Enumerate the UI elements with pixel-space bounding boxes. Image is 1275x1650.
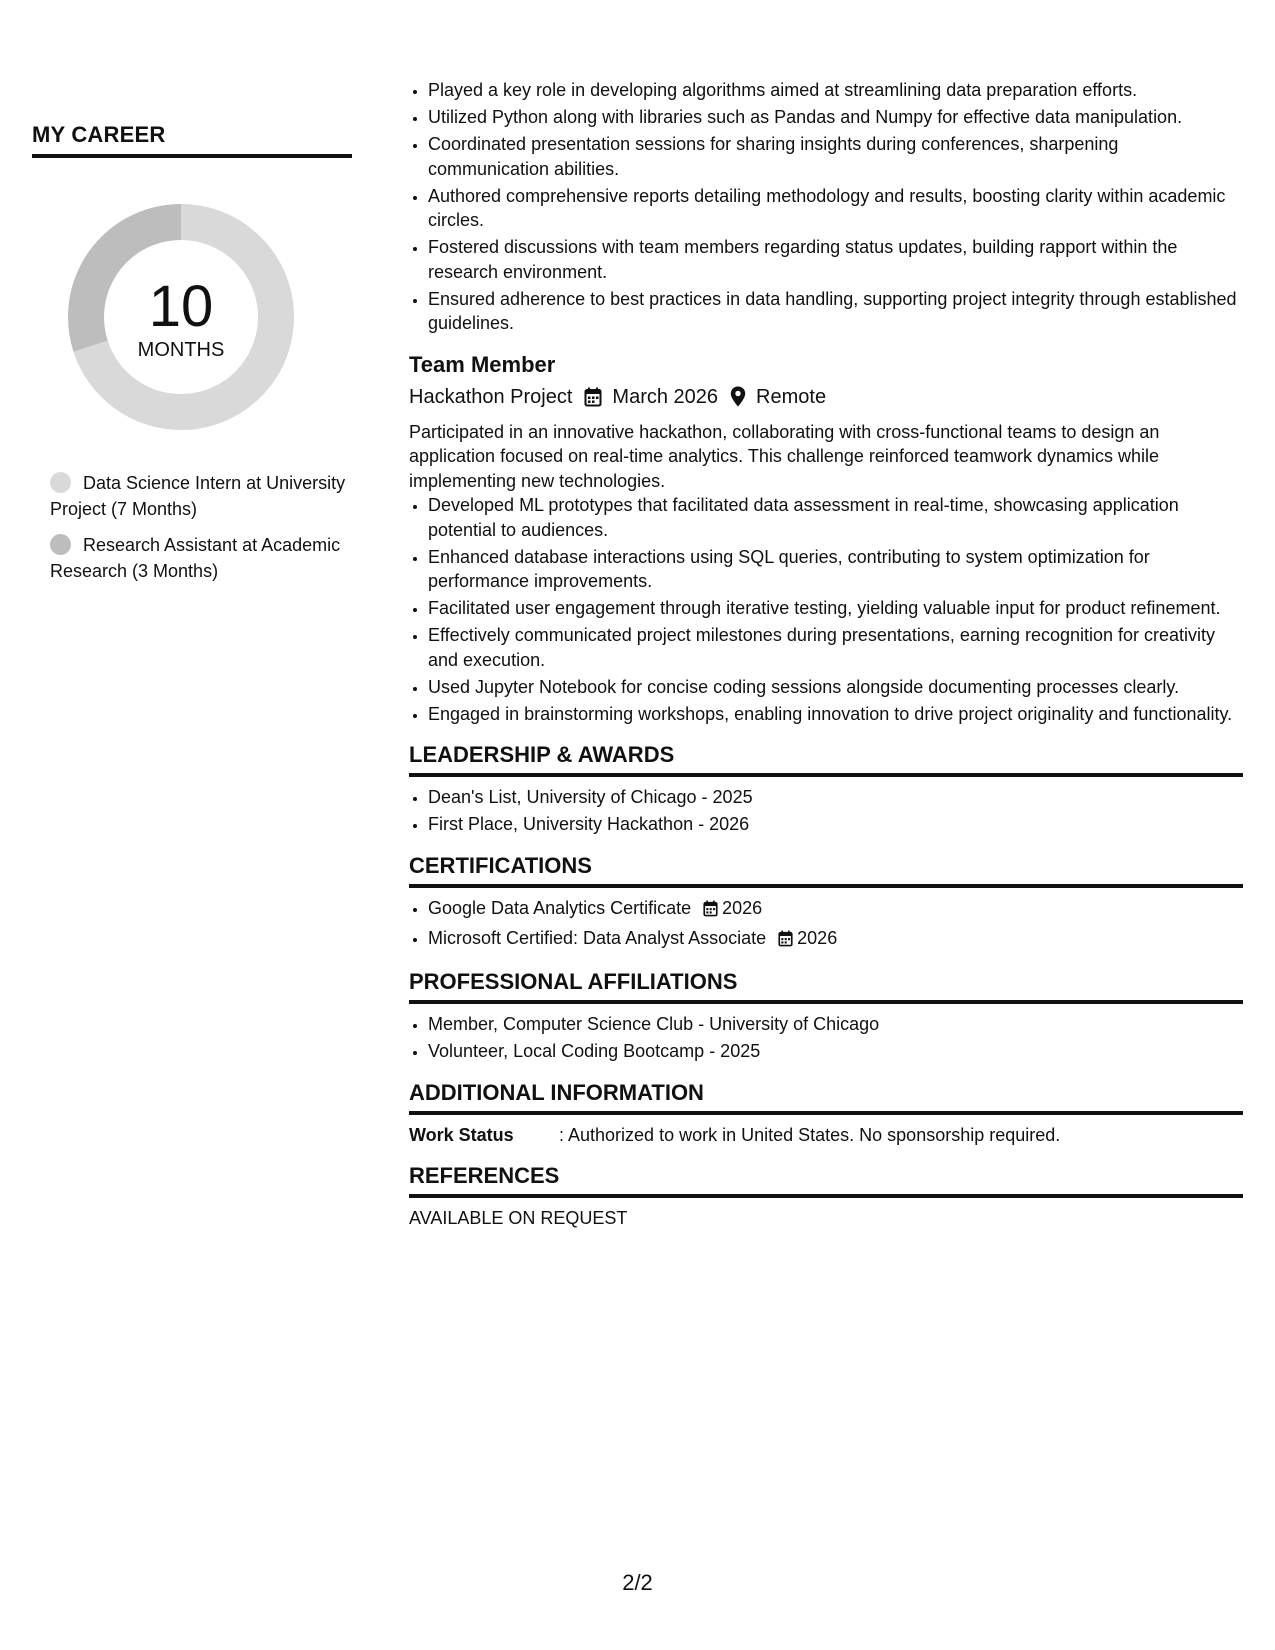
list-item: • Volunteer, Local Coding Bootcamp - 2025 — [428, 1039, 1243, 1064]
career-legend-label: Data Science Intern at University Project (7 Months) — [50, 473, 346, 519]
list-item: • Facilitated user engagement through iterative testing, yielding valuable input for product refinement. — [428, 596, 1243, 621]
affiliations-list — [409, 1012, 1243, 1064]
work-status-row — [409, 1123, 1243, 1148]
list-item: • Coordinated presentation sessions for sharing insights during conferences, sharpening communication abilities. — [428, 132, 1243, 181]
career-total-unit: MONTHS — [137, 338, 225, 361]
list-item: • Played a key role in developing algorithms aimed at streamlining data preparation efforts. — [428, 78, 1243, 103]
leadership-list — [409, 785, 1243, 837]
calendar-icon — [584, 387, 602, 407]
list-item: • Effectively communicated project milestones during presentations, earning recognition for creativity and execution. — [428, 623, 1243, 672]
career-legend-item — [50, 532, 352, 584]
career-title: MY CAREER — [32, 122, 352, 158]
calendar-icon — [778, 929, 793, 954]
job-bullets — [409, 493, 1243, 726]
list-item: • Dean's List, University of Chicago - 2025 — [428, 785, 1243, 810]
list-item: • First Place, University Hackathon - 2026 — [428, 812, 1243, 837]
certification-year: 2026 — [797, 927, 838, 948]
job-location: Remote — [756, 385, 827, 408]
career-total-number: 10 — [148, 273, 214, 339]
certification-name: Microsoft Certified: Data Analyst Associate — [428, 927, 767, 948]
previous-job-bullets — [409, 78, 1243, 336]
affiliations-title: PROFESSIONAL AFFILIATIONS — [409, 967, 1243, 1004]
list-item: • Developed ML prototypes that facilitated data assessment in real-time, showcasing application potential to audiences. — [428, 493, 1243, 542]
certification-year: 2026 — [722, 897, 763, 918]
certifications-list — [409, 896, 1243, 954]
leadership-title: LEADERSHIP & AWARDS — [409, 740, 1243, 777]
page-number: 2/2 — [622, 1570, 653, 1595]
legend-dot-icon — [50, 472, 71, 493]
references-text: AVAILABLE ON REQUEST — [409, 1208, 628, 1228]
list-item: • Engaged in brainstorming workshops, enabling innovation to drive project originality and functionality. — [428, 702, 1243, 727]
certification-name: Google Data Analytics Certificate — [428, 897, 692, 918]
career-donut-chart — [66, 202, 296, 432]
legend-dot-icon — [50, 534, 71, 555]
career-legend — [50, 470, 352, 584]
calendar-icon — [703, 899, 718, 924]
certifications-title: CERTIFICATIONS — [409, 851, 1243, 888]
work-status-value: : Authorized to work in United States. No sponsorship required. — [559, 1124, 1061, 1145]
additional-info-title: ADDITIONAL INFORMATION — [409, 1078, 1243, 1115]
career-legend-label: Research Assistant at Academic Research (3 Months) — [50, 535, 341, 581]
career-sidebar — [32, 122, 352, 594]
job-organization: Hackathon Project — [409, 385, 573, 408]
list-item: • Authored comprehensive reports detailing methodology and results, boosting clarity within academic circles. — [428, 184, 1243, 233]
job-date: March 2026 — [612, 385, 719, 408]
list-item: • Member, Computer Science Club - University of Chicago — [428, 1012, 1243, 1037]
list-item: • Fostered discussions with team members regarding status updates, building rapport within the research environment. — [428, 235, 1243, 284]
list-item: • Utilized Python along with libraries such as Pandas and Numpy for effective data manipulation. — [428, 105, 1243, 130]
list-item: • Enhanced database interactions using SQL queries, contributing to system optimization for performance improvements. — [428, 545, 1243, 594]
references-title: REFERENCES — [409, 1161, 1243, 1198]
list-item: • Used Jupyter Notebook for concise coding sessions alongside documenting processes clearly. — [428, 675, 1243, 700]
list-item — [428, 926, 1243, 954]
list-item — [428, 896, 1243, 924]
work-status-label: Work Status — [409, 1124, 514, 1145]
job-description: Participated in an innovative hackathon, collaborating with cross-functional teams to design an application focused on real-time analytics. This challenge reinforced teamwork dynamics while implementing new technologies. — [409, 421, 1160, 491]
list-item: • Ensured adherence to best practices in data handling, supporting project integrity through established guidelines. — [428, 287, 1243, 336]
job-title: Team Member — [409, 351, 556, 377]
map-pin-icon — [730, 386, 746, 407]
career-donut-center — [66, 202, 296, 432]
career-legend-item — [50, 470, 352, 522]
main-content — [409, 78, 1243, 1231]
job-meta — [409, 382, 1243, 412]
